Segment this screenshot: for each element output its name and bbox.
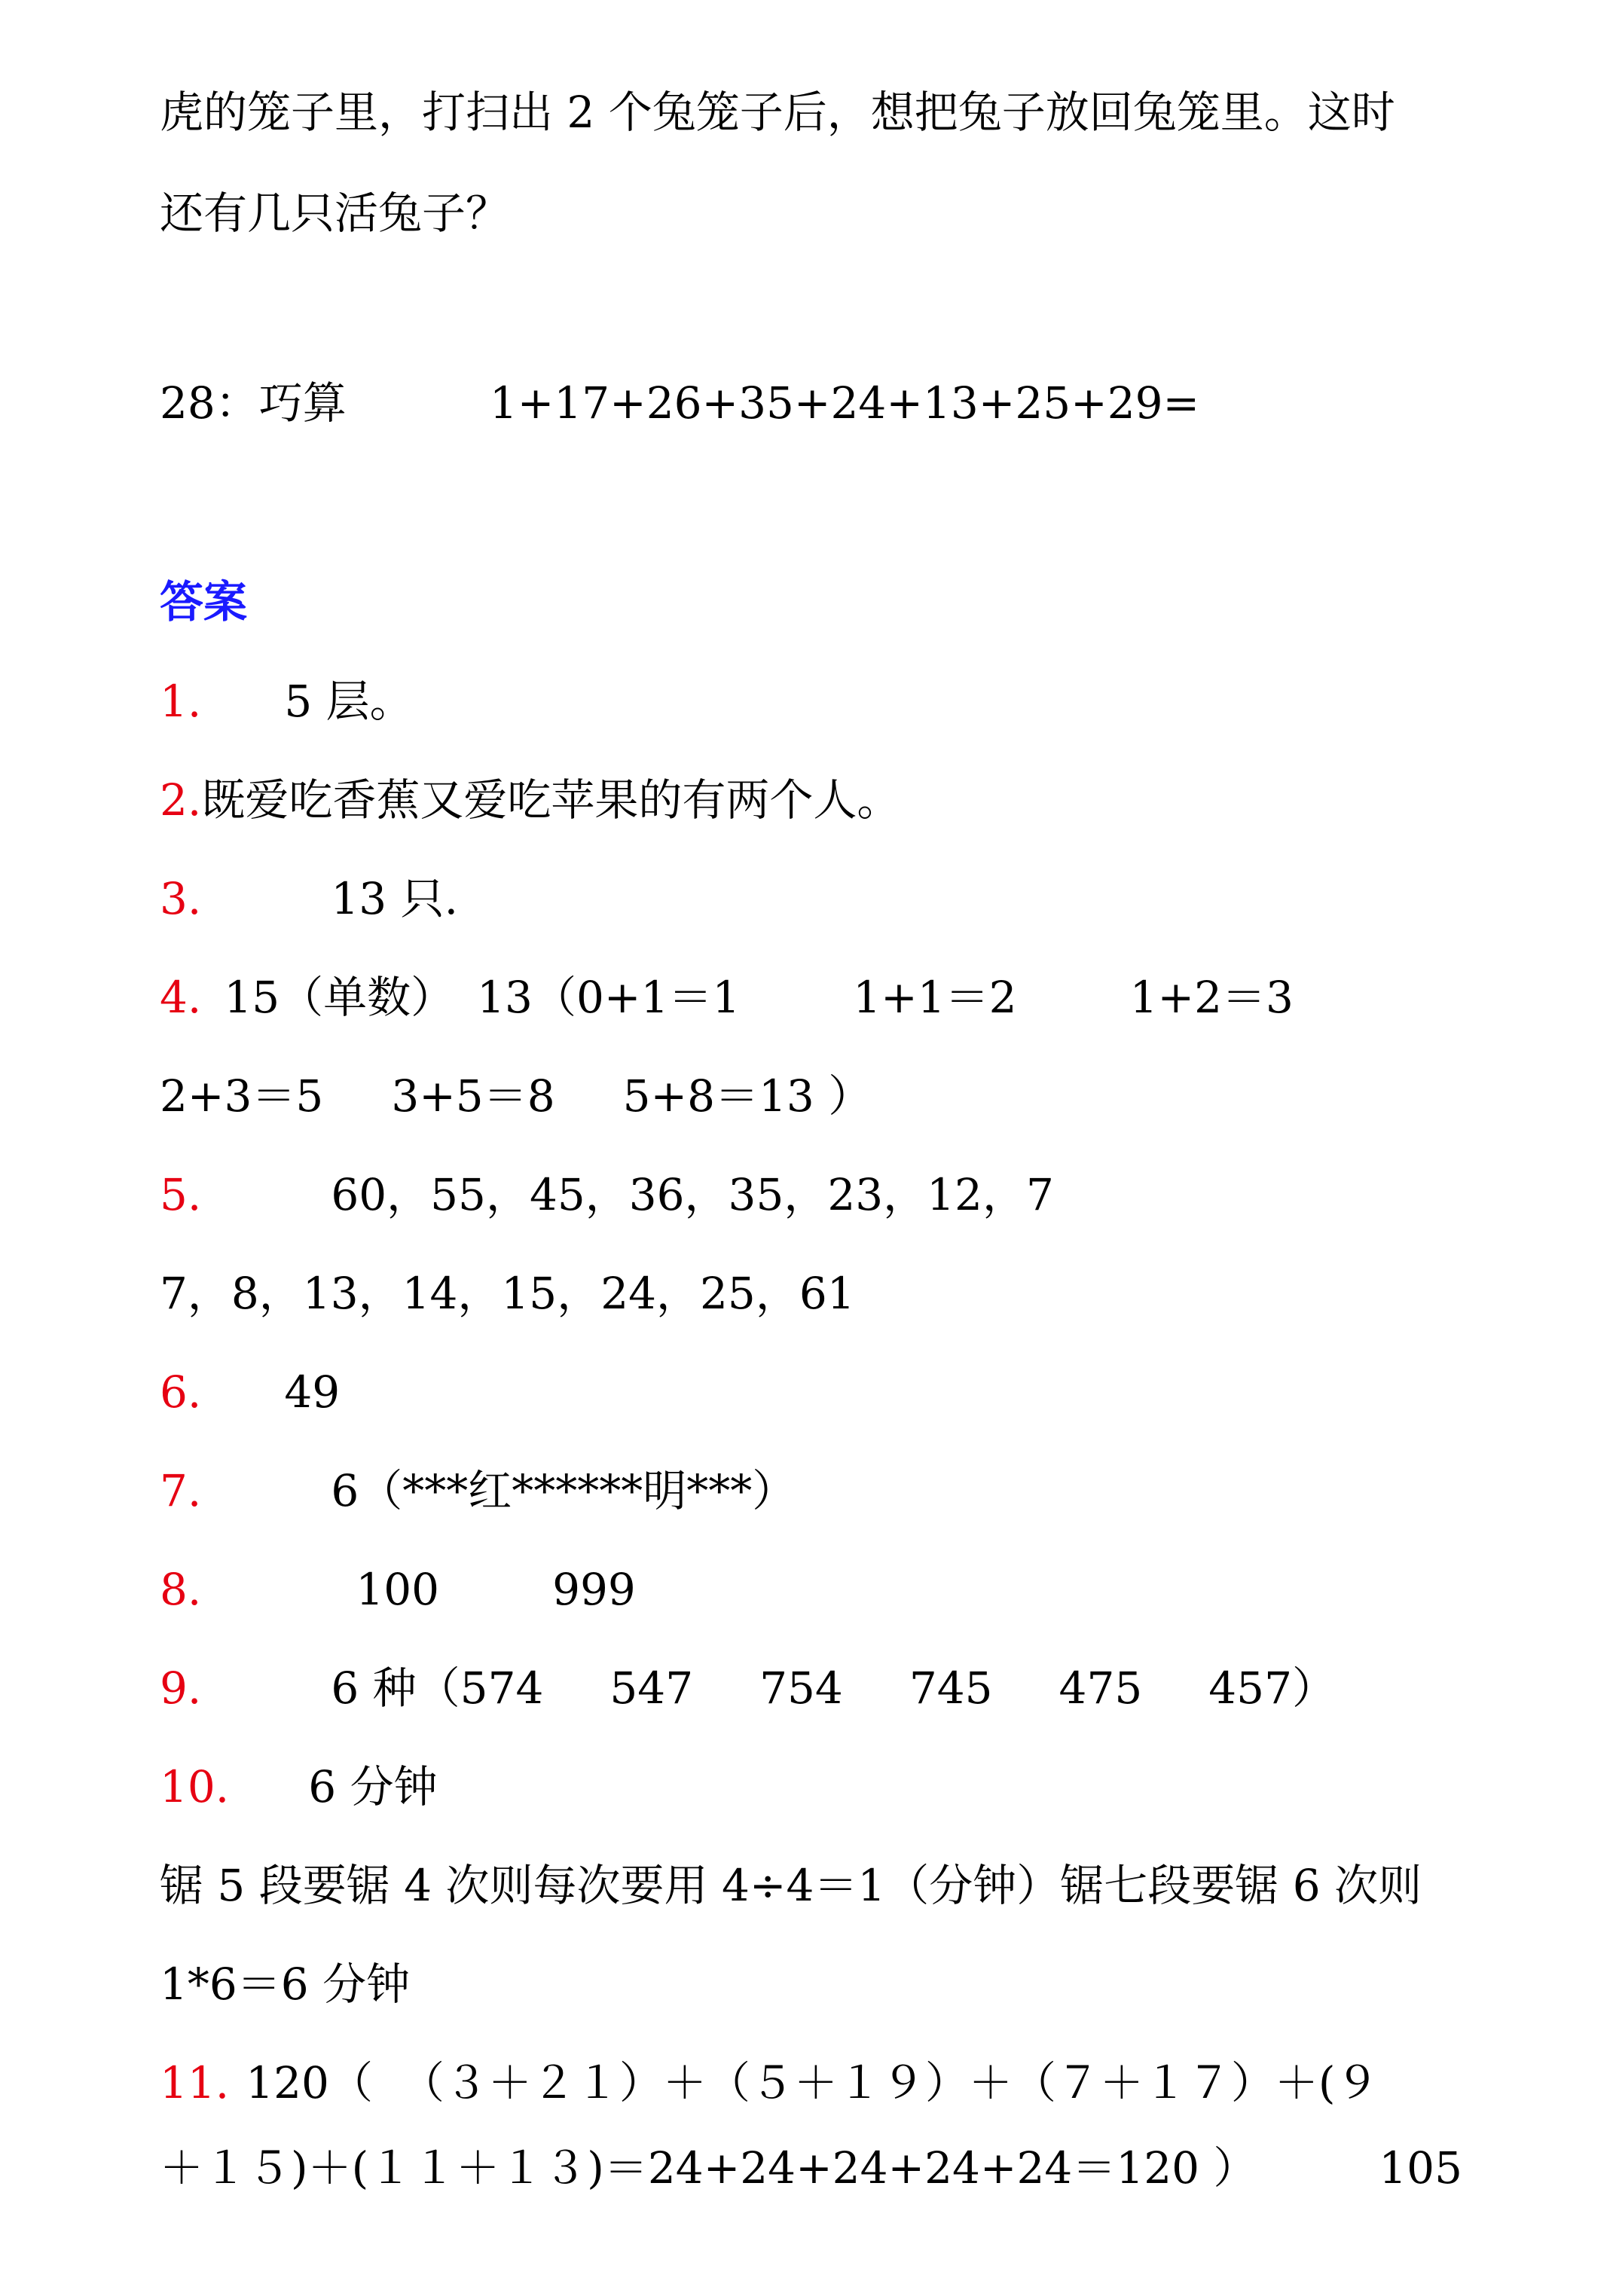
answer-2-number: 2. — [160, 774, 202, 826]
answer-11-number: 11. — [160, 2057, 230, 2108]
answer-8 — [160, 1563, 636, 1616]
question-28 — [160, 377, 1199, 429]
answer-6 — [160, 1366, 340, 1418]
answer-9 — [160, 1662, 1336, 1714]
answer-7 — [160, 1464, 796, 1517]
answer-4-part: 15（单数） — [224, 972, 455, 1023]
answers-heading: 答案 — [160, 576, 248, 627]
answer-11 — [160, 2056, 1379, 2109]
answer-9-part: 457） — [1208, 1662, 1336, 1714]
answer-9-part: 547 — [609, 1662, 694, 1714]
question-28-expression: 1+17+26+35+24+13+25+29= — [489, 377, 1200, 429]
answer-5-text: 60，55，45，36，35，23，12，7 — [331, 1169, 1054, 1220]
answer-1-text: 5 层。 — [284, 676, 414, 727]
page-number: 105 — [1379, 2142, 1462, 2194]
answer-6-text: 49 — [284, 1366, 341, 1418]
answer-4-part: 1+1＝2 — [853, 972, 1017, 1023]
answer-9-part: 475 — [1059, 1662, 1143, 1714]
answer-3 — [160, 872, 458, 925]
question-tail-line-2: 还有几只活兔子？ — [160, 188, 510, 239]
answer-8-part: 100 — [356, 1564, 440, 1615]
answer-10-continued-2: 1*6＝6 分钟 — [160, 1959, 411, 2010]
answer-11-continued: ＋１５)＋(１１＋１３)＝24+24+24+24+24＝120 ） — [160, 2142, 1257, 2194]
answer-4-part: 13（0+1＝1 — [477, 972, 741, 1023]
answer-9-part: 6 种（574 — [331, 1662, 544, 1714]
answer-11-text: 120（ （３＋２１）＋（５＋１９）＋（７＋１７）＋(９ — [246, 2057, 1379, 2108]
answer-4-continued — [160, 1070, 872, 1122]
answer-2-text: 既爱吃香蕉又爱吃苹果的有两个人。 — [201, 774, 901, 826]
answer-3-number: 3. — [160, 873, 202, 924]
answer-4-cont: 2+3＝5 — [160, 1070, 324, 1122]
answer-10-text: 6 分钟 — [308, 1761, 438, 1812]
answer-7-text: 6（***红******明***） — [331, 1465, 796, 1516]
answer-4-part: 1+2＝3 — [1129, 972, 1294, 1023]
answer-9-part: 745 — [909, 1662, 993, 1714]
answer-4-cont: 5+8＝13 ） — [622, 1070, 872, 1122]
answer-6-number: 6. — [160, 1366, 202, 1418]
answer-8-part: 999 — [552, 1564, 636, 1615]
answer-8-number: 8. — [160, 1564, 202, 1615]
answer-7-number: 7. — [160, 1465, 202, 1516]
answer-9-part: 754 — [759, 1662, 843, 1714]
question-28-label: 28：巧算 — [160, 377, 347, 429]
answer-1-number: 1. — [160, 676, 202, 727]
answer-10 — [160, 1760, 438, 1813]
answer-5-continued: 7，8，13，14，15，24，25，61 — [160, 1268, 855, 1319]
answer-4-number: 4. — [160, 972, 202, 1023]
answer-2 — [160, 774, 900, 826]
answer-1 — [160, 675, 414, 728]
answer-3-text: 13 只. — [331, 873, 459, 924]
answer-10-number: 10. — [160, 1761, 230, 1812]
answer-4 — [160, 971, 1294, 1024]
answer-5-number: 5. — [160, 1169, 202, 1220]
answer-4-cont: 3+5＝8 — [391, 1070, 555, 1122]
answer-10-continued-1: 锯 5 段要锯 4 次则每次要用 4÷4＝1（分钟）锯七段要锯 6 次则 — [160, 1860, 1422, 1911]
answer-9-number: 9. — [160, 1662, 202, 1714]
answer-5 — [160, 1168, 1054, 1221]
question-tail-line-1: 虎的笼子里，打扫出 2 个兔笼子后，想把兔子放回兔笼里。这时 — [160, 87, 1395, 138]
